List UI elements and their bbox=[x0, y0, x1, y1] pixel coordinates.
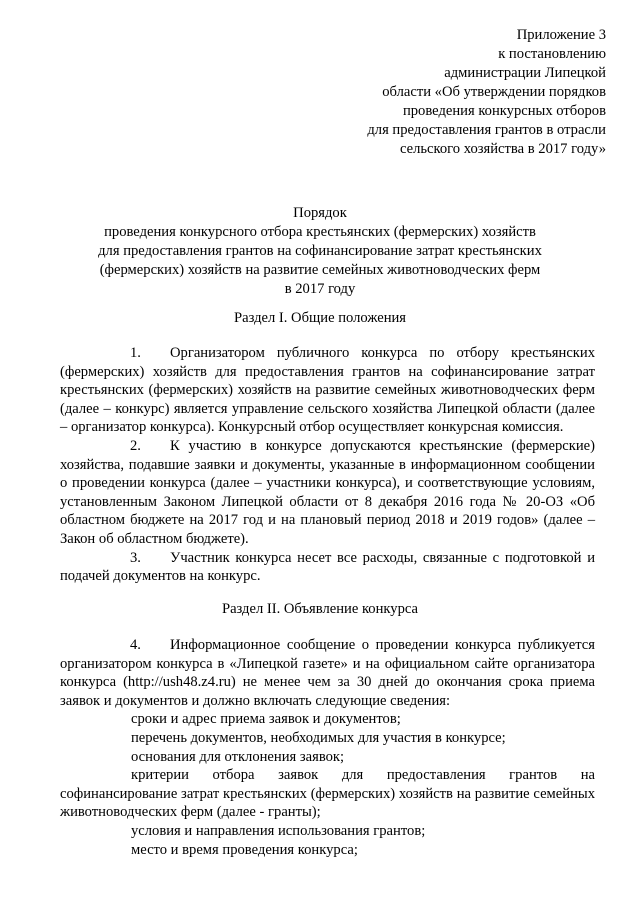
list-item: условия и направления использования грантов; bbox=[131, 822, 426, 839]
list-item: место и время проведения конкурса; bbox=[131, 841, 358, 858]
paragraph-1 bbox=[60, 344, 595, 437]
paragraph-2 bbox=[60, 437, 595, 549]
paragraph-number: 4. bbox=[130, 637, 141, 653]
paragraph-number: 3. bbox=[130, 549, 141, 566]
list-item: основания для отклонения заявок; bbox=[131, 748, 345, 765]
paragraph-number: 1. bbox=[130, 345, 141, 361]
appendix-line: сельского хозяйства в 2017 году» bbox=[399, 141, 606, 157]
title-line: в 2017 году bbox=[284, 281, 356, 297]
section-2-body bbox=[60, 636, 595, 859]
title-line: для предоставления грантов на софинансирование затрат крестьянских bbox=[98, 243, 542, 259]
paragraph-number: 2. bbox=[130, 437, 141, 454]
appendix-line: для предоставления грантов в отрасли bbox=[367, 122, 606, 138]
section-2-heading: Раздел II. Объявление конкурса bbox=[221, 601, 419, 617]
list-item: сроки и адрес приема заявок и документов; bbox=[131, 711, 401, 728]
section-1-body bbox=[60, 344, 595, 586]
appendix-line: Приложение 3 bbox=[516, 27, 606, 43]
paragraph-text: Участник конкурса несет все расходы, связанные с подготовкой и подачей документов на конкурс. bbox=[60, 549, 595, 585]
appendix-line: администрации Липецкой bbox=[444, 65, 606, 81]
list-item: критерии отбора заявок для предоставления грантов на софинансирование затрат крестьянских (фермерских) хозяйств на развитие семейных животноводческих ферм (далее - гранты); bbox=[60, 767, 595, 821]
paragraph-text: Организатором публичного конкурса по отбору крестьянских (фермерских) хозяйств для предоставления грантов на софинансирование затрат крестьянских (фермерских) хозяйств на развитие семейных животноводческих ферм (далее – конкурс) является управление сельского хозяйства Липецкой области (далее – организатор конкурса). Конкурсный отбор осуществляет конкурсная комиссия. bbox=[60, 345, 595, 436]
appendix-header bbox=[306, 26, 606, 159]
title-line: (фермерских) хозяйств на развитие семейных животноводческих ферм bbox=[99, 262, 541, 278]
appendix-line: области «Об утверждении порядков bbox=[382, 84, 606, 100]
document-title bbox=[60, 204, 580, 299]
appendix-line: к постановлению bbox=[498, 46, 606, 62]
title-line: Порядок bbox=[293, 205, 347, 221]
title-line: проведения конкурсного отбора крестьянских (фермерских) хозяйств bbox=[104, 224, 536, 240]
section-1-heading: Раздел I. Общие положения bbox=[233, 310, 407, 326]
paragraph-text: Информационное сообщение о проведении конкурса публикуется организатором конкурса в «Липецкой газете» и на официальном сайте организатора конкурса (http://ush48.z4.ru) не менее чем за 30 дней до окончания срока приема заявок и документов и должно включать следующие сведения: bbox=[60, 637, 595, 709]
list-item: перечень документов, необходимых для участия в конкурсе; bbox=[131, 729, 506, 746]
appendix-line: проведения конкурсных отборов bbox=[402, 103, 606, 119]
paragraph-4 bbox=[60, 636, 595, 710]
paragraph-text: К участию в конкурсе допускаются крестьянские (фермерские) хозяйства, подавшие заявки и документы, указанные в информационном сообщении о проведении конкурса (далее – участники конкурса), и соответствующие условиям, установленным Законом Липецкой области от 8 декабря 2016 года № 20-ОЗ «Об областном бюджете на 2017 год и на плановый период 2018 и 2019 годов» (далее – Закон об областном бюджете). bbox=[60, 437, 595, 547]
paragraph-3 bbox=[60, 549, 595, 586]
